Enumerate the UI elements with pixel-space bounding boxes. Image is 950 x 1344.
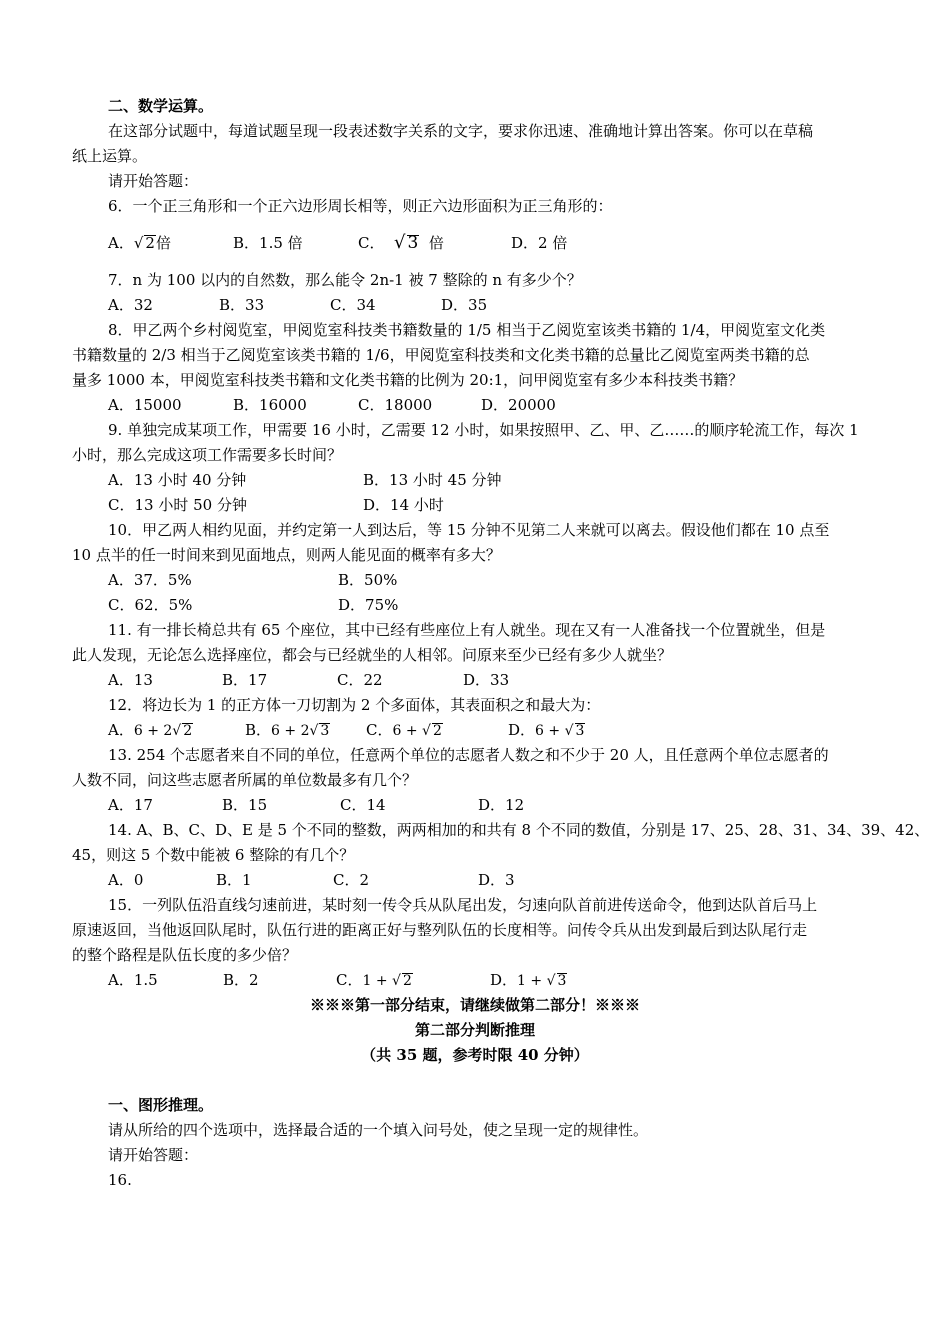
question-14-line: 14. A、B、C、D、E 是 5 个不同的整数，两两相加的和共有 8 个不同的数值，分别是 17、25、28、31、34、39、42、 [108, 821, 930, 839]
q9-option-a: A．13 小时 40 分钟 [108, 471, 247, 489]
instruction-line: 纸上运算。 [72, 147, 148, 165]
q11-option-c: C．22 [337, 671, 383, 689]
question-8-line: 8．甲乙两个乡村阅览室，甲阅览室科技类书籍数量的 1/5 相当于乙阅览室该类书籍的 1/4，甲阅览室文化类 [108, 321, 826, 339]
q11-option-d: D．33 [463, 671, 510, 689]
q15-option-d: D．1 + √ 3 [490, 971, 567, 989]
instruction-line: 请开始答题： [108, 172, 199, 190]
q9-option-b: B．13 小时 45 分钟 [363, 471, 502, 489]
part-end-notice: ※※※第一部分结束，请继续做第二部分！※※※ [309, 996, 640, 1014]
part2-subtitle: （共 35 题，参考时限 40 分钟） [361, 1046, 589, 1064]
q12-option-d: D．6 + √ 3 [508, 721, 585, 739]
q14-option-c: C．2 [333, 871, 370, 889]
section2-instruction: 请从所给的四个选项中，选择最合适的一个填入问号处，使之呈现一定的规律性。 [108, 1121, 649, 1139]
question-9-line: 9. 单独完成某项工作，甲需要 16 小时，乙需要 12 小时，如果按照甲、乙、甲、乙……的顺序轮流工作，每次 1 [108, 421, 859, 439]
q7-option-d: D．35 [441, 296, 488, 314]
section-title: 二、数学运算。 [108, 97, 214, 115]
sqrt-symbol: √ [422, 723, 431, 739]
sqrt-symbol: √ [564, 723, 574, 739]
sqrt-symbol: √ [309, 723, 319, 739]
question-8-line: 书籍数量的 2/3 相当于乙阅览室该类书籍的 1/6，甲阅览室科技类和文化类书籍的总量比乙阅览室两类书籍的总 [72, 346, 810, 364]
question-12: 12．将边长为 1 的正方体一刀切割为 2 个多面体，其表面积之和最大为： [108, 696, 601, 714]
question-15-line: 15．一列队伍沿直线匀速前进，某时刻一传令兵从队尾出发，匀速向队首前进传送命令，他到达队首后马上 [108, 896, 818, 914]
q8-option-b: B．16000 [233, 396, 307, 414]
sqrt-symbol: √ [392, 973, 401, 989]
question-9-line: 小时，那么完成这项工作需要多长时间？ [72, 446, 343, 464]
part2-title: 第二部分判断推理 [414, 1021, 535, 1039]
question-10-line: 10 点半的任一时间来到见面地点，则两人能见面的概率有多大？ [72, 546, 501, 564]
sqrt-symbol: √ [172, 723, 182, 739]
question-13-line: 人数不同，问这些志愿者所属的单位数最多有几个？ [72, 771, 418, 789]
q13-option-c: C．14 [340, 796, 386, 814]
question-15-line: 原速返回，当他返回队尾时，队伍行进的距离正好与整列队伍的长度相等。问传令兵从出发到最后到达队尾行走 [72, 921, 808, 939]
q6-option-a: A．√ 2倍 [108, 234, 171, 252]
q7-option-b: B．33 [219, 296, 265, 314]
sqrt-symbol: √ [546, 973, 556, 989]
q15-option-b: B．2 [223, 971, 259, 989]
instruction-line: 在这部分试题中，每道试题呈现一段表述数字关系的文字，要求你迅速、准确地计算出答案。你可以在草稿 [108, 122, 814, 140]
q11-option-b: B．17 [222, 671, 268, 689]
q10-option-c: C．62．5% [108, 596, 193, 614]
q8-option-a: A．15000 [108, 396, 182, 414]
q6-option-b: B．1.5 倍 [233, 234, 303, 252]
q11-option-a: A．13 [108, 671, 153, 689]
q14-option-a: A．0 [108, 871, 144, 889]
question-6: 6．一个正三角形和一个正六边形周长相等，则正六边形面积为正三角形的： [108, 197, 613, 215]
q7-option-c: C．34 [330, 296, 376, 314]
q6-option-d: D．2 倍 [511, 234, 568, 252]
sqrt-symbol: √ [394, 232, 406, 253]
q15-option-a: A．1.5 [108, 971, 158, 989]
q10-option-a: A．37．5% [108, 571, 192, 589]
q12-option-b: B．6 + 2√ 3 [245, 721, 330, 739]
q12-option-a: A．6 + 2√ 2 [108, 721, 193, 739]
q6-option-c: C． √ 3 倍 [358, 232, 444, 253]
q13-option-b: B．15 [222, 796, 268, 814]
q14-option-b: B．1 [216, 871, 252, 889]
q8-option-d: D．20000 [481, 396, 556, 414]
q10-option-d: D．75% [338, 596, 399, 614]
q9-option-c: C．13 小时 50 分钟 [108, 496, 247, 514]
q12-option-c: C．6 + √ 2 [366, 721, 442, 739]
q15-option-c: C．1 + √ 2 [336, 971, 412, 989]
question-15-line: 的整个路程是队伍长度的多少倍？ [72, 946, 298, 964]
question-16: 16. [108, 1171, 132, 1189]
question-11-line: 此人发现，无论怎么选择座位，都会与已经就坐的人相邻。问原来至少已经有多少人就坐？ [72, 646, 673, 664]
q14-option-d: D．3 [478, 871, 515, 889]
q7-option-a: A．32 [108, 296, 153, 314]
question-14-line: 45，则这 5 个数中能被 6 整除的有几个？ [72, 846, 355, 864]
question-10-line: 10．甲乙两人相约见面，并约定第一人到达后，等 15 分钟不见第二人来就可以离去。假设他们都在 10 点至 [108, 521, 830, 539]
q8-option-c: C．18000 [358, 396, 433, 414]
question-13-line: 13. 254 个志愿者来自不同的单位，任意两个单位的志愿者人数之和不少于 20 人，且任意两个单位志愿者的 [108, 746, 829, 764]
section2-instruction: 请开始答题： [108, 1146, 199, 1164]
q9-option-d: D．14 小时 [363, 496, 444, 514]
q13-option-d: D．12 [478, 796, 525, 814]
question-7: 7．n 为 100 以内的自然数，那么能令 2n-1 被 7 整除的 n 有多少个？ [108, 271, 582, 289]
q10-option-b: B．50% [338, 571, 398, 589]
question-8-line: 量多 1000 本，甲阅览室科技类书籍和文化类书籍的比例为 20:1，问甲阅览室有多少本科技类书籍？ [72, 371, 744, 389]
section2-title: 一、图形推理。 [108, 1096, 214, 1114]
question-11-line: 11. 有一排长椅总共有 65 个座位，其中已经有些座位上有人就坐。现在又有一人准备找一个位置就坐，但是 [108, 621, 826, 639]
sqrt-symbol: √ [133, 234, 144, 252]
q13-option-a: A．17 [108, 796, 153, 814]
